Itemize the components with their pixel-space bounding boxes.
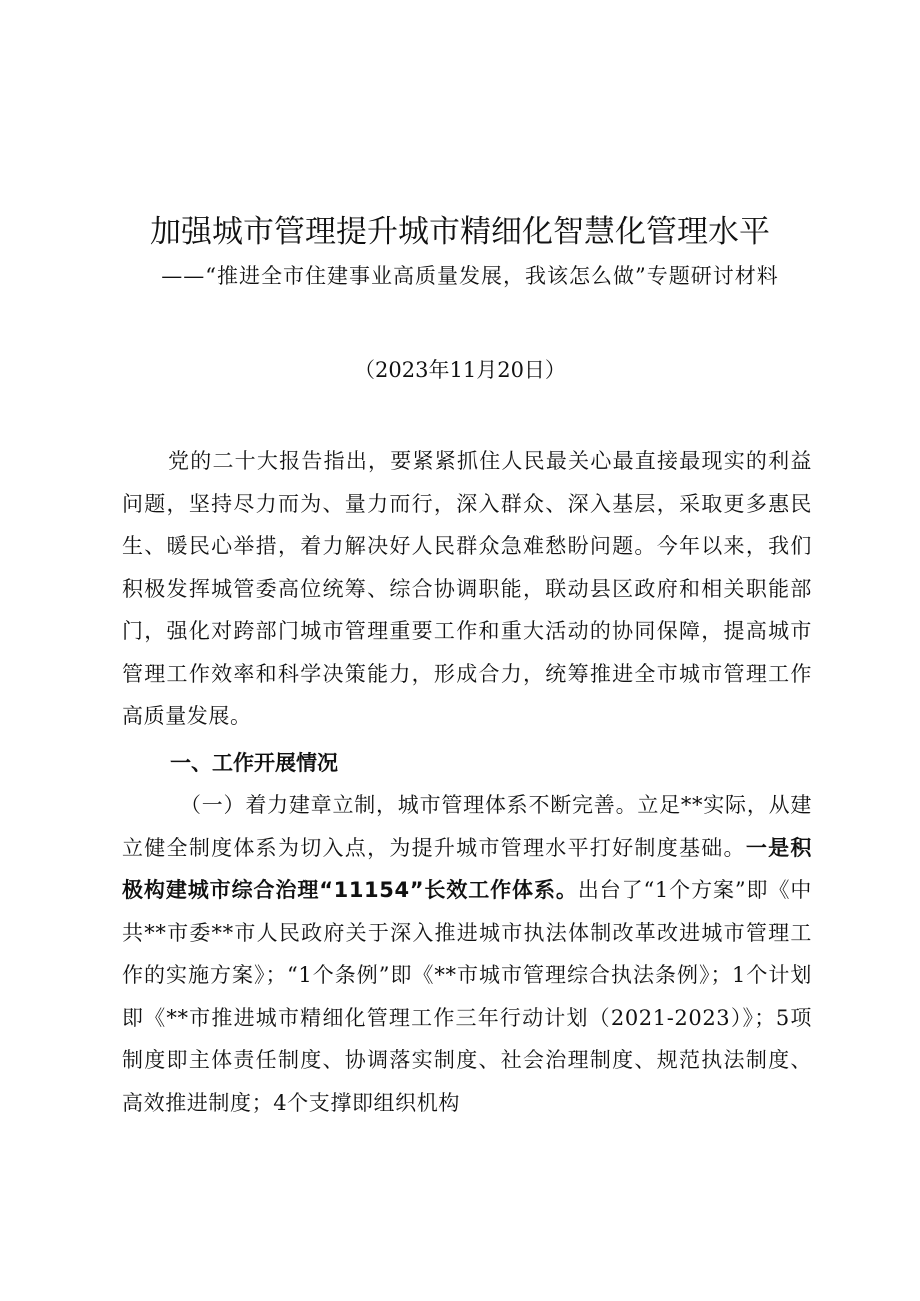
document-subtitle: ——“推进全市住建事业高质量发展，我该怎么做”专题研讨材料	[161, 264, 779, 288]
section-paragraph-1-lead: （一）着力建章立制，城市管理体系不断完善。立足**实际，从建立健全制度体系为切入点，为提升城市管理水平打好制度基础。	[122, 793, 812, 860]
document-date: （2023年11月20日）	[354, 358, 566, 382]
section-paragraph-1	[122, 784, 812, 1124]
section-paragraph-1-bold: 一是积极构建城市综合治理“11154”长效工作体系。	[122, 835, 812, 902]
section-paragraph-1-rest: 出台了“1个方案”即《中共**市委**市人民政府关于深入推进城市执法体制改革改进城市管理工作的实施方案》；“1个条例”即《**市城市管理综合执法条例》；1个计划即《**市推进城市精细化管理工作三年行动计划（2021-2023）》；5项制度即主体责任制度、协调落实制度、社会治理制度、规范执法制度、高效推进制度；4个支撑即组织机构	[122, 878, 812, 1115]
intro-paragraph: 党的二十大报告指出，要紧紧抓住人民最关心最直接最现实的利益问题，坚持尽力而为、量力而行，深入群众、深入基层，采取更多惠民生、暖民心举措，着力解决好人民群众急难愁盼问题。今年以来，我们积极发挥城管委高位统筹、综合协调职能，联动县区政府和相关职能部门，强化对跨部门城市管理重要工作和重大活动的协同保障，提高城市管理工作效率和科学决策能力，形成合力，统筹推进全市城市管理工作高质量发展。	[122, 449, 812, 728]
section-heading-1: 一、工作开展情况	[170, 751, 338, 775]
document-title: 加强城市管理提升城市精细化智慧化管理水平	[150, 214, 770, 250]
